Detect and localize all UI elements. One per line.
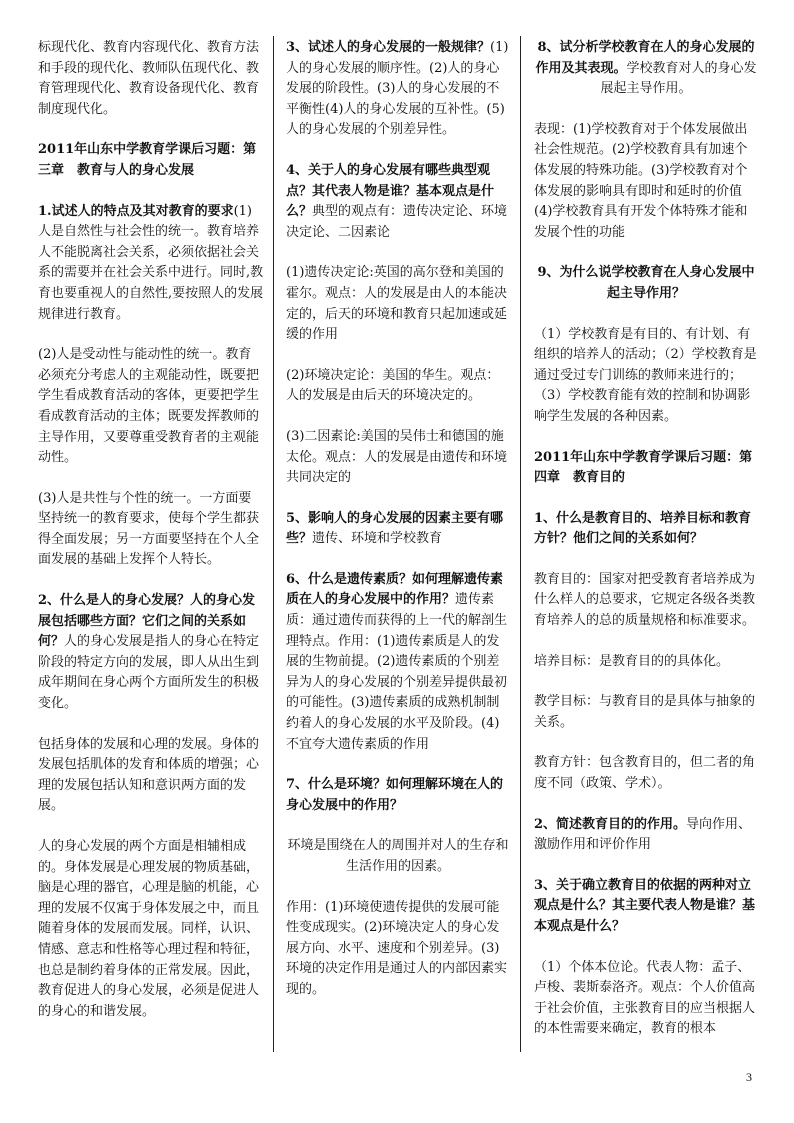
paragraph-gap bbox=[286, 243, 510, 263]
paragraph-gap bbox=[38, 325, 264, 345]
paragraph-gap bbox=[534, 632, 758, 652]
paragraph-gap bbox=[286, 816, 510, 836]
body-text: 教育目的：国家对把受教育者培养成为什么样人的总要求，它规定各级各类教育培养人的总的质量规格和标准要求。 bbox=[534, 571, 756, 629]
body-text: 培养目标：是教育目的的具体化。 bbox=[534, 653, 730, 669]
paragraph-gap bbox=[38, 120, 264, 140]
paragraph bbox=[286, 570, 510, 755]
paragraph bbox=[286, 509, 510, 550]
paragraph bbox=[534, 652, 758, 673]
body-text: (1)遗传决定论:英国的高尔登和美国的霍尔。观点：人的发展是由人的本能决定的，后天的环境和教育只起加速或延缓的作用 bbox=[286, 265, 508, 343]
paragraph bbox=[534, 958, 758, 1040]
right-column bbox=[534, 38, 758, 1040]
question-heading: 3、关于确立教育目的依据的两种对立观点是什么？其主要代表人物是谁？基本观点是什么？ bbox=[534, 877, 756, 934]
paragraph bbox=[534, 692, 758, 733]
body-text: (2)环境决定论：美国的华生。观点：人的发展是由后天的环境决定的。 bbox=[286, 367, 500, 404]
paragraph bbox=[534, 509, 758, 550]
body-text: (2)人是受动性与能动性的统一。教育必须充分考虑人的主观能动性，既要把学生看成教育活动的客体，更要把学生看成教育活动的主体；既要发挥教师的主导作用，又要尊重受教育者的主观能动性。 bbox=[38, 347, 260, 466]
paragraph-gap bbox=[534, 795, 758, 815]
column-divider bbox=[520, 36, 521, 1052]
answer-text: 人的身心发展是指人的身心在特定阶段的特定方向的发展，即人从出生到成年期间在身心两个方面所发生的积极变化。 bbox=[38, 634, 260, 712]
paragraph bbox=[38, 489, 264, 571]
answer-text: 学校教育对人的身心发展起主导作用。 bbox=[600, 60, 757, 97]
paragraph bbox=[38, 38, 264, 120]
body-text: 标现代化、教育内容现代化、教育方法和手段的现代化、教师队伍现代化、教育管理现代化、教育设备现代化、教育制度现代化。 bbox=[38, 40, 260, 117]
paragraph bbox=[38, 345, 264, 469]
paragraph-gap bbox=[286, 407, 510, 427]
paragraph bbox=[534, 448, 758, 489]
body-text: 教育方针：包含教育目的，但二者的角度不同（政策、学术）。 bbox=[534, 755, 756, 792]
paragraph bbox=[286, 836, 510, 877]
answer-text: 遗传、环境和学校教育 bbox=[312, 531, 443, 547]
paragraph bbox=[534, 815, 758, 856]
answer-text: 遗传素质：通过遗传而获得的上一代的解剖生理特点。作用：(1)遗传素质是人的发展的生物前提。(2)遗传素质的个别差异为人的身心发展的个别差异提供最初的可能性。(3)遗传素质的成熟机制制约着人的身心发展的水平及阶段。(4)不宜夸大遗传素质的作用 bbox=[286, 592, 508, 752]
body-text: (3)人是共性与个性的统一。一方面要坚持统一的教育要求，使每个学生都获得全面发展；另一方面要坚持在个人全面发展的基础上发挥个人特长。 bbox=[38, 490, 260, 568]
paragraph bbox=[534, 38, 758, 100]
paragraph-gap bbox=[534, 672, 758, 692]
question-heading: 4、关于人的身心发展有哪些典型观点？其代表人物是谁？基本观点是什么？ bbox=[286, 162, 495, 220]
paragraph bbox=[286, 898, 510, 1001]
body-text: (3)二因素论:美国的吴伟士和德国的施太伦。观点：人的发展是由遗传和环境共同决定的 bbox=[286, 428, 508, 486]
left-column bbox=[38, 38, 264, 1022]
answer-text: (1)人是自然性与社会性的统一。教育培养人不能脱离社会关系，必须依据社会关系的需要并在社会关系中进行。同时,教育也要重视人的自然性,要按照人的发展规律进行教育。 bbox=[38, 203, 264, 322]
question-heading: 2、简述教育目的的作用。 bbox=[534, 816, 687, 832]
column-divider bbox=[273, 36, 274, 1052]
paragraph bbox=[38, 140, 264, 181]
body-text: 表现：(1)学校教育对于个体发展做出社会性规范。(2)学校教育具有加速个体发展的特殊功能。(3)学校教育对个体发展的影响具有即时和延时的价值(4)学校教育具有开发个体特殊才能和发展个性的功能 bbox=[534, 121, 748, 240]
body-text: 包括身体的发展和心理的发展。身体的发展包括肌体的发育和体质的增强；心理的发展包括认知和意识两方面的发展。 bbox=[38, 736, 260, 814]
paragraph-gap bbox=[534, 243, 758, 263]
answer-text: 导向作用、激励作用和评价作用 bbox=[534, 816, 752, 853]
paragraph bbox=[286, 161, 510, 243]
paragraph bbox=[534, 753, 758, 794]
question-heading: 5、影响人的身心发展的因素主要有哪些？ bbox=[286, 510, 504, 547]
paragraph bbox=[38, 591, 264, 715]
paragraph-gap bbox=[38, 182, 264, 202]
paragraph-gap bbox=[534, 489, 758, 509]
paragraph-gap bbox=[534, 938, 758, 958]
body-text: （1）学校教育是有目的、有计划、有组织的培养人的活动；（2）学校教育是通过受过专门训练的教师来进行的；（3）学校教育能有效的控制和协调影响学生发展的各种因素。 bbox=[534, 326, 757, 424]
answer-text: 典型的观点有：遗传决定论、环境决定论、二因素论 bbox=[286, 204, 508, 240]
question-heading: 8、试分析学校教育在人的身心发展的作用及其表现。 bbox=[535, 40, 755, 76]
paragraph-gap bbox=[286, 346, 510, 366]
question-heading: 1、什么是教育目的、培养目标和教育方针？他们之间的关系如何？ bbox=[534, 510, 752, 547]
paragraph-gap bbox=[286, 878, 510, 898]
paragraph-gap bbox=[286, 550, 510, 570]
paragraph-gap bbox=[286, 141, 510, 161]
paragraph-gap bbox=[38, 715, 264, 735]
question-heading: 3、试述人的身心发展的一般规律？ bbox=[286, 40, 491, 55]
body-text: 作用：(1)环境使遗传提供的发展可能性变成现实。(2)环境决定人的身心发展方向、水平、速度和个别差异。(3)环境的决定作用是通过人的内部因素实现的。 bbox=[286, 899, 508, 997]
paragraph bbox=[534, 120, 758, 244]
paragraph-gap bbox=[534, 550, 758, 570]
paragraph bbox=[286, 38, 510, 141]
paragraph-gap bbox=[286, 489, 510, 509]
question-heading: 1.试述人的特点及其对教育的要求 bbox=[38, 203, 234, 219]
question-heading: 7、什么是环境？如何理解环境在人的身心发展中的作用？ bbox=[286, 777, 504, 813]
paragraph-gap bbox=[38, 571, 264, 591]
question-heading: 2011年山东中学教育学课后习题：第三章 教育与人的身心发展 bbox=[38, 142, 257, 178]
paragraph bbox=[534, 570, 758, 632]
paragraph bbox=[286, 366, 510, 407]
paragraph-gap bbox=[534, 100, 758, 120]
paragraph-gap bbox=[534, 856, 758, 876]
body-text: 教学目标：与教育目的是具体与抽象的关系。 bbox=[534, 694, 756, 730]
question-heading: 9、为什么说学校教育在人身心发展中起主导作用？ bbox=[537, 265, 755, 301]
body-text: 人的身心发展的两个方面是相辅相成的。身体发展是心理发展的物质基础，脑是心理的器官，心理是脑的机能，心理的发展不仅寓于身体发展之中，而且随着身体的发展而发展。同样，认识、情感、意志和性格等心理过程和特征，也总是制约着身体的正常发展。因此，教育促进人的身心发展，必须是促进人的身心的和谐发展。 bbox=[38, 839, 260, 1019]
paragraph bbox=[534, 325, 758, 428]
paragraph bbox=[38, 837, 264, 1022]
paragraph-gap bbox=[534, 305, 758, 325]
paragraph bbox=[38, 202, 264, 326]
question-heading: 6、什么是遗传素质？如何理解遗传素质在人的身心发展中的作用？ bbox=[286, 571, 504, 608]
question-heading: 2、什么是人的身心发展？人的身心发展包括哪些方面？它们之间的关系如何？ bbox=[38, 593, 256, 650]
paragraph-gap bbox=[286, 755, 510, 775]
body-text: （1）个体本位论。代表人物：孟子、卢梭、裴斯泰洛齐。观点：个人价值高于社会价值，主张教育目的应当根据人的本性需要来确定，教育的根本 bbox=[534, 959, 756, 1037]
paragraph bbox=[534, 876, 758, 938]
answer-text: 环境是围绕在人的周围并对人的生存和生活作用的因素。 bbox=[287, 838, 509, 874]
paragraph bbox=[286, 427, 510, 489]
paragraph bbox=[286, 775, 510, 816]
page-number: 3 bbox=[746, 1070, 752, 1084]
paragraph bbox=[38, 735, 264, 817]
middle-column bbox=[286, 38, 510, 1001]
question-heading: 2011年山东中学教育学课后习题：第四章 教育目的 bbox=[534, 449, 753, 486]
paragraph-gap bbox=[38, 817, 264, 837]
paragraph bbox=[534, 263, 758, 304]
paragraph-gap bbox=[534, 733, 758, 753]
paragraph bbox=[286, 263, 510, 345]
paragraph-gap bbox=[38, 469, 264, 489]
answer-text: (1)人的身心发展的顺序性。(2)人的身心发展的阶段性。(3)人的身心发展的不平衡性(4)人的身心发展的互补性。(5)人的身心发展的个别差异性。 bbox=[286, 40, 509, 138]
paragraph-gap bbox=[534, 428, 758, 448]
